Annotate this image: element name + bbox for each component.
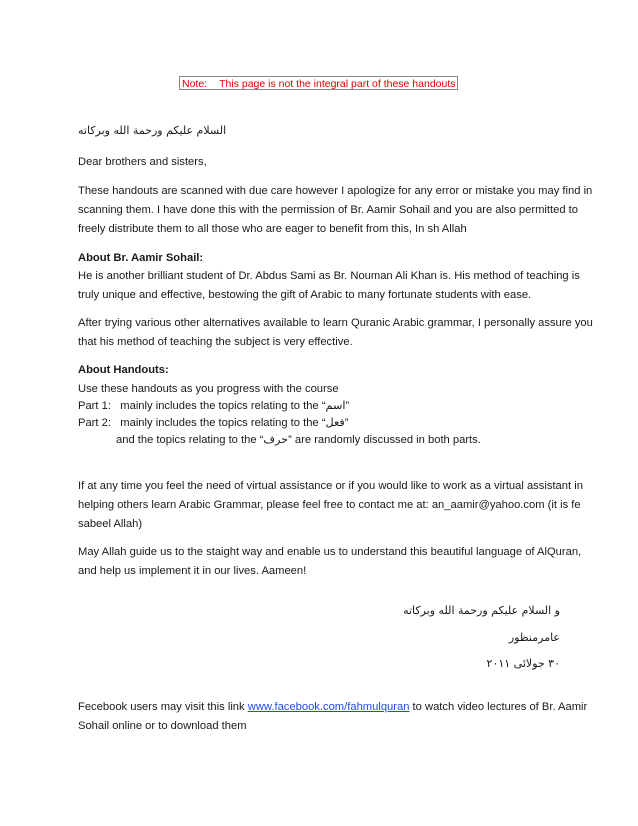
facebook-line-1 <box>78 698 587 716</box>
facebook-suffix: to watch video lectures of Br. Aamir <box>409 701 588 713</box>
assistance-line-2: helping others learn Arabic Grammar, please feel free to contact me at: an_aamir@yahoo.com (it is fe <box>78 499 581 511</box>
closing-line-2: and help us implement it in our lives. Aameen! <box>78 565 307 577</box>
assistance-line-3: sabeel Allah) <box>78 518 143 530</box>
facebook-line-2: Sohail online or to download them <box>78 720 247 732</box>
facebook-link[interactable]: www.facebook.com/fahmulquran <box>247 701 410 713</box>
about-aamir-heading: About Br. Aamir Sohail: <box>78 252 204 264</box>
intro-line-3: freely distribute them to all those who are eager to benefit from this, In sh Allah <box>78 223 467 235</box>
signature-name: عامرمنظور <box>508 631 560 644</box>
about-aamir-p2-line-1: After trying various other alternatives available to learn Quranic Arabic grammar, I personally assure you <box>78 317 593 329</box>
note-box <box>179 76 458 90</box>
assistance-line-1: If at any time you feel the need of virtual assistance or if you would like to work as a virtual assistant in <box>78 480 583 492</box>
handouts-part-2: Part 2: mainly includes the topics relating to the “فعل” <box>78 417 349 429</box>
about-handouts-heading: About Handouts: <box>78 364 169 376</box>
handouts-part-3: and the topics relating to the “حرف” are randomly discussed in both parts. <box>116 434 481 446</box>
handouts-line-1: Use these handouts as you progress with the course <box>78 383 339 395</box>
about-aamir-p2-line-2: that his method of teaching the subject is very effective. <box>78 336 353 348</box>
about-aamir-p1-line-2: truly unique and effective, bestowing the gift of Arabic to many fortunate students with ease. <box>78 289 532 301</box>
arabic-salutation: السلام عليكم ورحمة الله وبركاته <box>78 124 227 137</box>
about-aamir-p1-line-1: He is another brilliant student of Dr. Abdus Sami as Br. Nouman Ali Khan is. His method of teaching is <box>78 270 580 282</box>
signature-salutation: و السلام عليكم ورحمة الله وبركاته <box>403 604 560 617</box>
handouts-part-1: Part 1: mainly includes the topics relating to the “اسم” <box>78 400 350 412</box>
intro-line-1: These handouts are scanned with due care however I apologize for any error or mistake you may find in <box>78 185 593 197</box>
intro-line-2: scanning them. I have done this with the permission of Br. Aamir Sohail and you are also permitted to <box>78 204 578 216</box>
closing-line-1: May Allah guide us to the staight way and enable us to understand this beautiful language of AlQuran, <box>78 546 582 558</box>
facebook-prefix: Fecebook users may visit this link <box>78 701 248 713</box>
note-label: Note: <box>182 78 208 90</box>
note-text: This page is not the integral part of these handouts <box>219 78 456 90</box>
signature-date: ۳۰ جولائی ۲۰۱۱ <box>486 657 560 670</box>
greeting: Dear brothers and sisters, <box>78 156 207 168</box>
